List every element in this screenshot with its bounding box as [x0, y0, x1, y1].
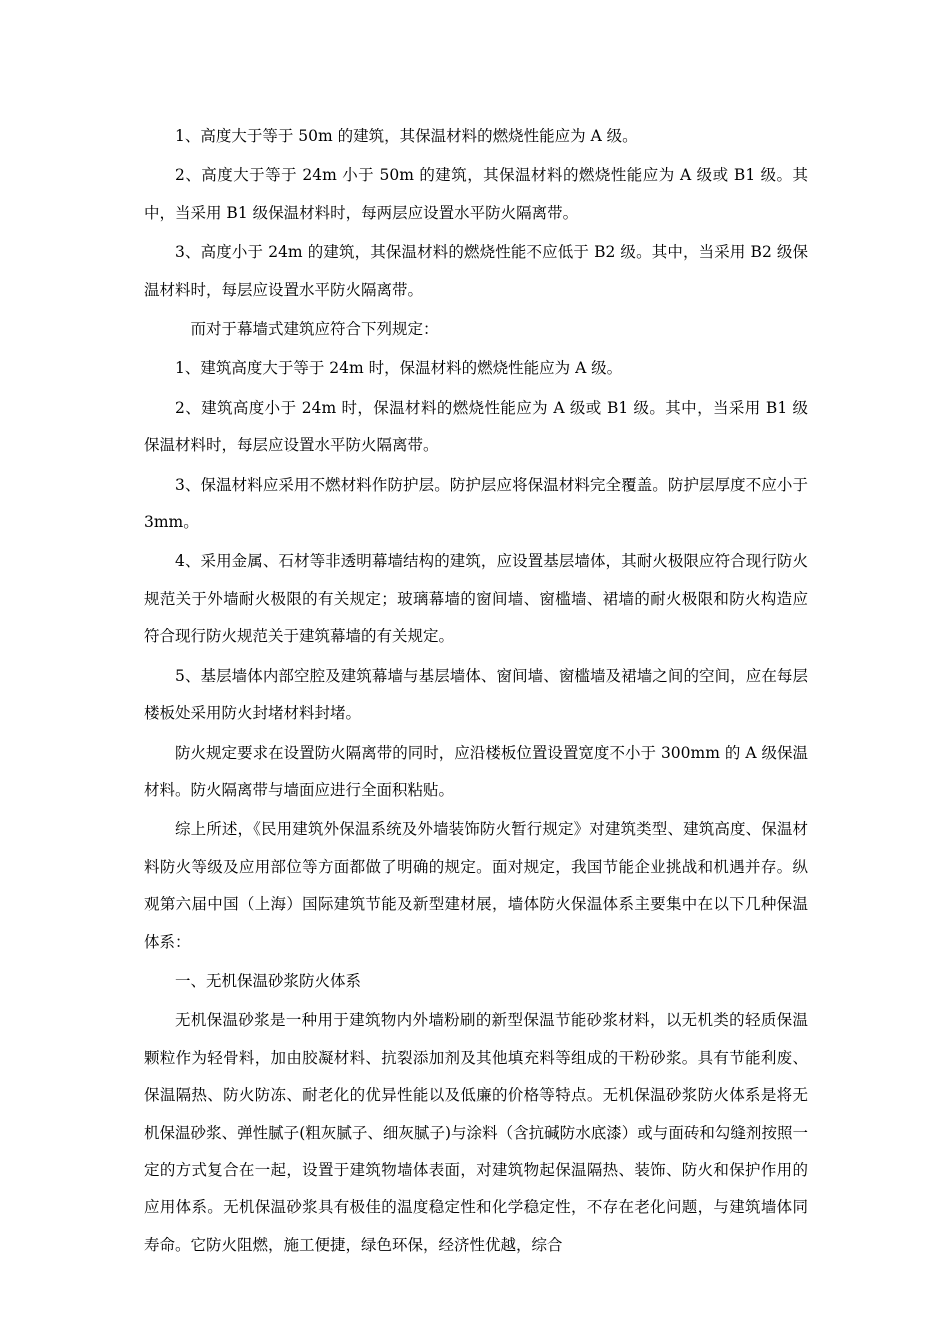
paragraph-curtain-rule-3: 3、保温材料应采用不燃材料作防护层。防护层应将保温材料完全覆盖。防护层厚度不应小于 3mm。: [144, 475, 808, 532]
paragraph-curtain-rule-2: 2、建筑高度小于 24m 时，保温材料的燃烧性能应为 A 级或 B1 级。其中，当采用 B1 级保温材料时，每层应设置水平防火隔离带。: [144, 398, 808, 455]
paragraph-height-50m: 1、高度大于等于 50m 的建筑，其保温材料的燃烧性能应为 A 级。: [175, 127, 638, 145]
paragraph-height-below-24m: 3、高度小于 24m 的建筑，其保温材料的燃烧性能不应低于 B2 级。其中，当采用 B2 级保温材料时，每层应设置水平防火隔离带。: [144, 243, 808, 299]
paragraph-curtain-rule-5: 5、基层墙体内部空腔及建筑幕墙与基层墙体、窗间墙、窗槛墙及裙墙之间的空间，应在每层楼板处采用防火封堵材料封堵。: [144, 666, 808, 723]
paragraph-fire-barrier: 防火规定要求在设置防火隔离带的同时，应沿楼板位置设置宽度不小于 300mm 的 A 级保温材料。防火隔离带与墙面应进行全面积粘贴。: [144, 743, 808, 799]
document-body: [144, 118, 808, 1266]
paragraph-curtain-rule-1: 1、建筑高度大于等于 24m 时，保温材料的燃烧性能应为 A 级。: [175, 359, 623, 378]
paragraph-summary: 综上所述，《民用建筑外保温系统及外墙装饰防火暂行规定》对建筑类型、建筑高度、保温材料防火等级及应用部位等方面都做了明确的规定。面对规定，我国节能企业挑战和机遇并存。纵观第六届中国（上海）国际建筑节能及新型建材展，墙体防火保温体系主要集中在以下几种保温体系：: [144, 820, 808, 951]
paragraph-inorganic-mortar: 无机保温砂浆是一种用于建筑物内外墙粉刷的新型保温节能砂浆材料，以无机类的轻质保温颗粒作为轻骨料，加由胶凝材料、抗裂添加剂及其他填充料等组成的干粉砂浆。具有节能利废、保温隔热、防火防冻、耐老化的优异性能以及低廉的价格等特点。无机保温砂浆防火体系是将无机保温砂浆、弹性腻子(粗灰腻子、细灰腻子)与涂料（含抗碱防水底漆）或与面砖和勾缝剂按照一定的方式复合在一起，设置于建筑物墙体表面，对建筑物起保温隔热、装饰、防火和保护作用的应用体系。无机保温砂浆具有极佳的温度稳定性和化学稳定性，不存在老化问题，与建筑墙体同寿命。它防火阻燃，施工便捷，绿色环保，经济性优越，综合: [144, 1011, 808, 1254]
paragraph-height-24-50m: 2、高度大于等于 24m 小于 50m 的建筑，其保温材料的燃烧性能应为 A 级或 B1 级。其中，当采用 B1 级保温材料时，每两层应设置水平防火隔离带。: [144, 166, 808, 222]
paragraph-curtain-wall-intro: 而对于幕墙式建筑应符合下列规定：: [190, 320, 439, 339]
section-heading-inorganic-mortar: 一、无机保温砂浆防火体系: [175, 971, 362, 990]
paragraph-curtain-rule-4: 4、采用金属、石材等非透明幕墙结构的建筑，应设置基层墙体，其耐火极限应符合现行防火规范关于外墙耐火极限的有关规定；玻璃幕墙的窗间墙、窗槛墙、裙墙的耐火极限和防火构造应符合现行防火规范关于建筑幕墙的有关规定。: [144, 552, 808, 646]
